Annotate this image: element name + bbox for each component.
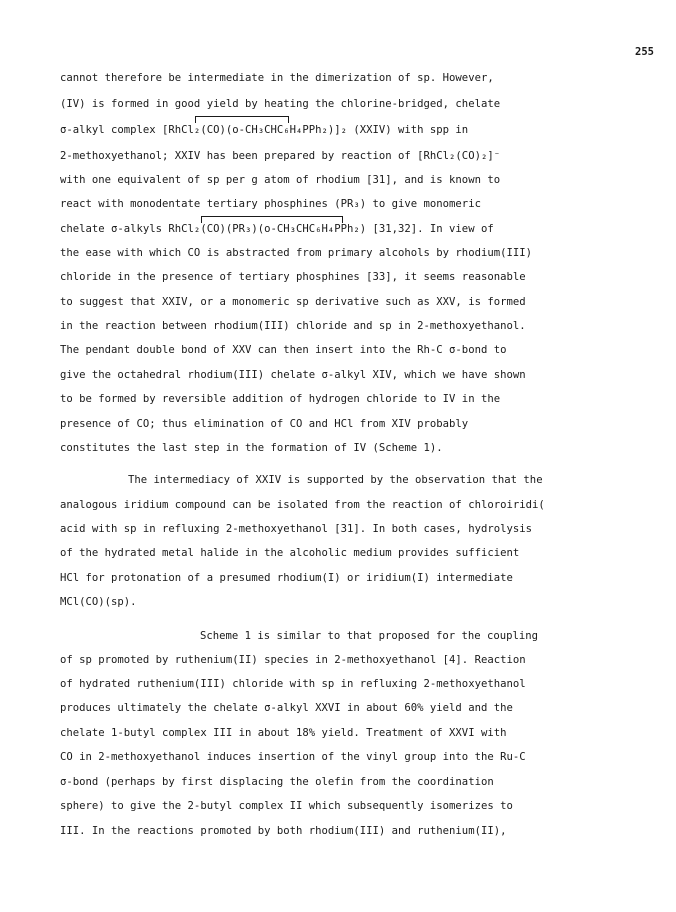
text-line: react with monodentate tertiary phosphines (PR₃) to give monomeric	[60, 198, 481, 210]
text-line: the ease with which CO is abstracted from primary alcohols by rhodium(III)	[60, 247, 532, 259]
text-line: give the octahedral rhodium(III) chelate σ-alkyl XIV, which we have shown	[60, 369, 526, 381]
text-line: MCl(CO)(sp).	[60, 596, 137, 608]
text-line: The intermediacy of XXIV is supported by the observation that the	[128, 474, 543, 486]
text-line: of sp promoted by ruthenium(II) species in 2-methoxyethanol [4]. Reaction	[60, 654, 526, 666]
text-line: 2-methoxyethanol; XXIV has been prepared by reaction of [RhCl₂(CO)₂]⁻	[60, 150, 501, 162]
text-line: Scheme 1 is similar to that proposed for the coupling	[200, 630, 539, 642]
text-line: III. In the reactions promoted by both rhodium(III) and ruthenium(II),	[60, 825, 507, 837]
text-line: constitutes the last step in the formation of IV (Scheme 1).	[60, 442, 443, 454]
text-line: analogous iridium compound can be isolated from the reaction of chloroiridi(	[60, 499, 545, 511]
text-line: to suggest that XXIV, or a monomeric sp derivative such as XXV, is formed	[60, 296, 526, 308]
text-line: in the reaction between rhodium(III) chloride and sp in 2-methoxyethanol.	[60, 320, 526, 332]
text-line: with one equivalent of sp per g atom of rhodium [31], and is known to	[60, 174, 501, 186]
chelate-bond-bracket	[195, 116, 289, 123]
text-line: of the hydrated metal halide in the alcoholic medium provides sufficient	[60, 547, 520, 559]
text-line: σ-alkyl complex [RhCl₂(CO)(o-CH₃CHC₆H₄PPh₂)]₂ (XXIV) with spp in	[60, 124, 469, 136]
text-line: The pendant double bond of XXV can then insert into the Rh-C σ-bond to	[60, 344, 507, 356]
text-line: chelate σ-alkyls RhCl₂(CO)(PR₃)(o-CH₃CHC₆H₄PPh₂) [31,32]. In view of	[60, 223, 494, 235]
text-line: chelate 1-butyl complex III in about 18% yield. Treatment of XXVI with	[60, 727, 507, 739]
text-line: produces ultimately the chelate σ-alkyl XXVI in about 60% yield and the	[60, 702, 513, 714]
text-line: chloride in the presence of tertiary phosphines [33], it seems reasonable	[60, 271, 526, 283]
page-number: 255	[635, 46, 654, 58]
chelate-bond-bracket	[201, 216, 343, 223]
text-line: acid with sp in refluxing 2-methoxyethanol [31]. In both cases, hydrolysis	[60, 523, 532, 535]
text-line: HCl for protonation of a presumed rhodium(I) or iridium(I) intermediate	[60, 572, 513, 584]
text-line: σ-bond (perhaps by first displacing the olefin from the coordination	[60, 776, 494, 788]
text-line: sphere) to give the 2-butyl complex II which subsequently isomerizes to	[60, 800, 513, 812]
text-line: CO in 2-methoxyethanol induces insertion of the vinyl group into the Ru-C	[60, 751, 526, 763]
text-line: of hydrated ruthenium(III) chloride with sp in refluxing 2-methoxyethanol	[60, 678, 526, 690]
text-line: to be formed by reversible addition of hydrogen chloride to IV in the	[60, 393, 501, 405]
text-line: cannot therefore be intermediate in the dimerization of sp. However,	[60, 72, 494, 84]
text-line: presence of CO; thus elimination of CO and HCl from XIV probably	[60, 418, 469, 430]
text-line: (IV) is formed in good yield by heating the chlorine-bridged, chelate	[60, 98, 501, 110]
